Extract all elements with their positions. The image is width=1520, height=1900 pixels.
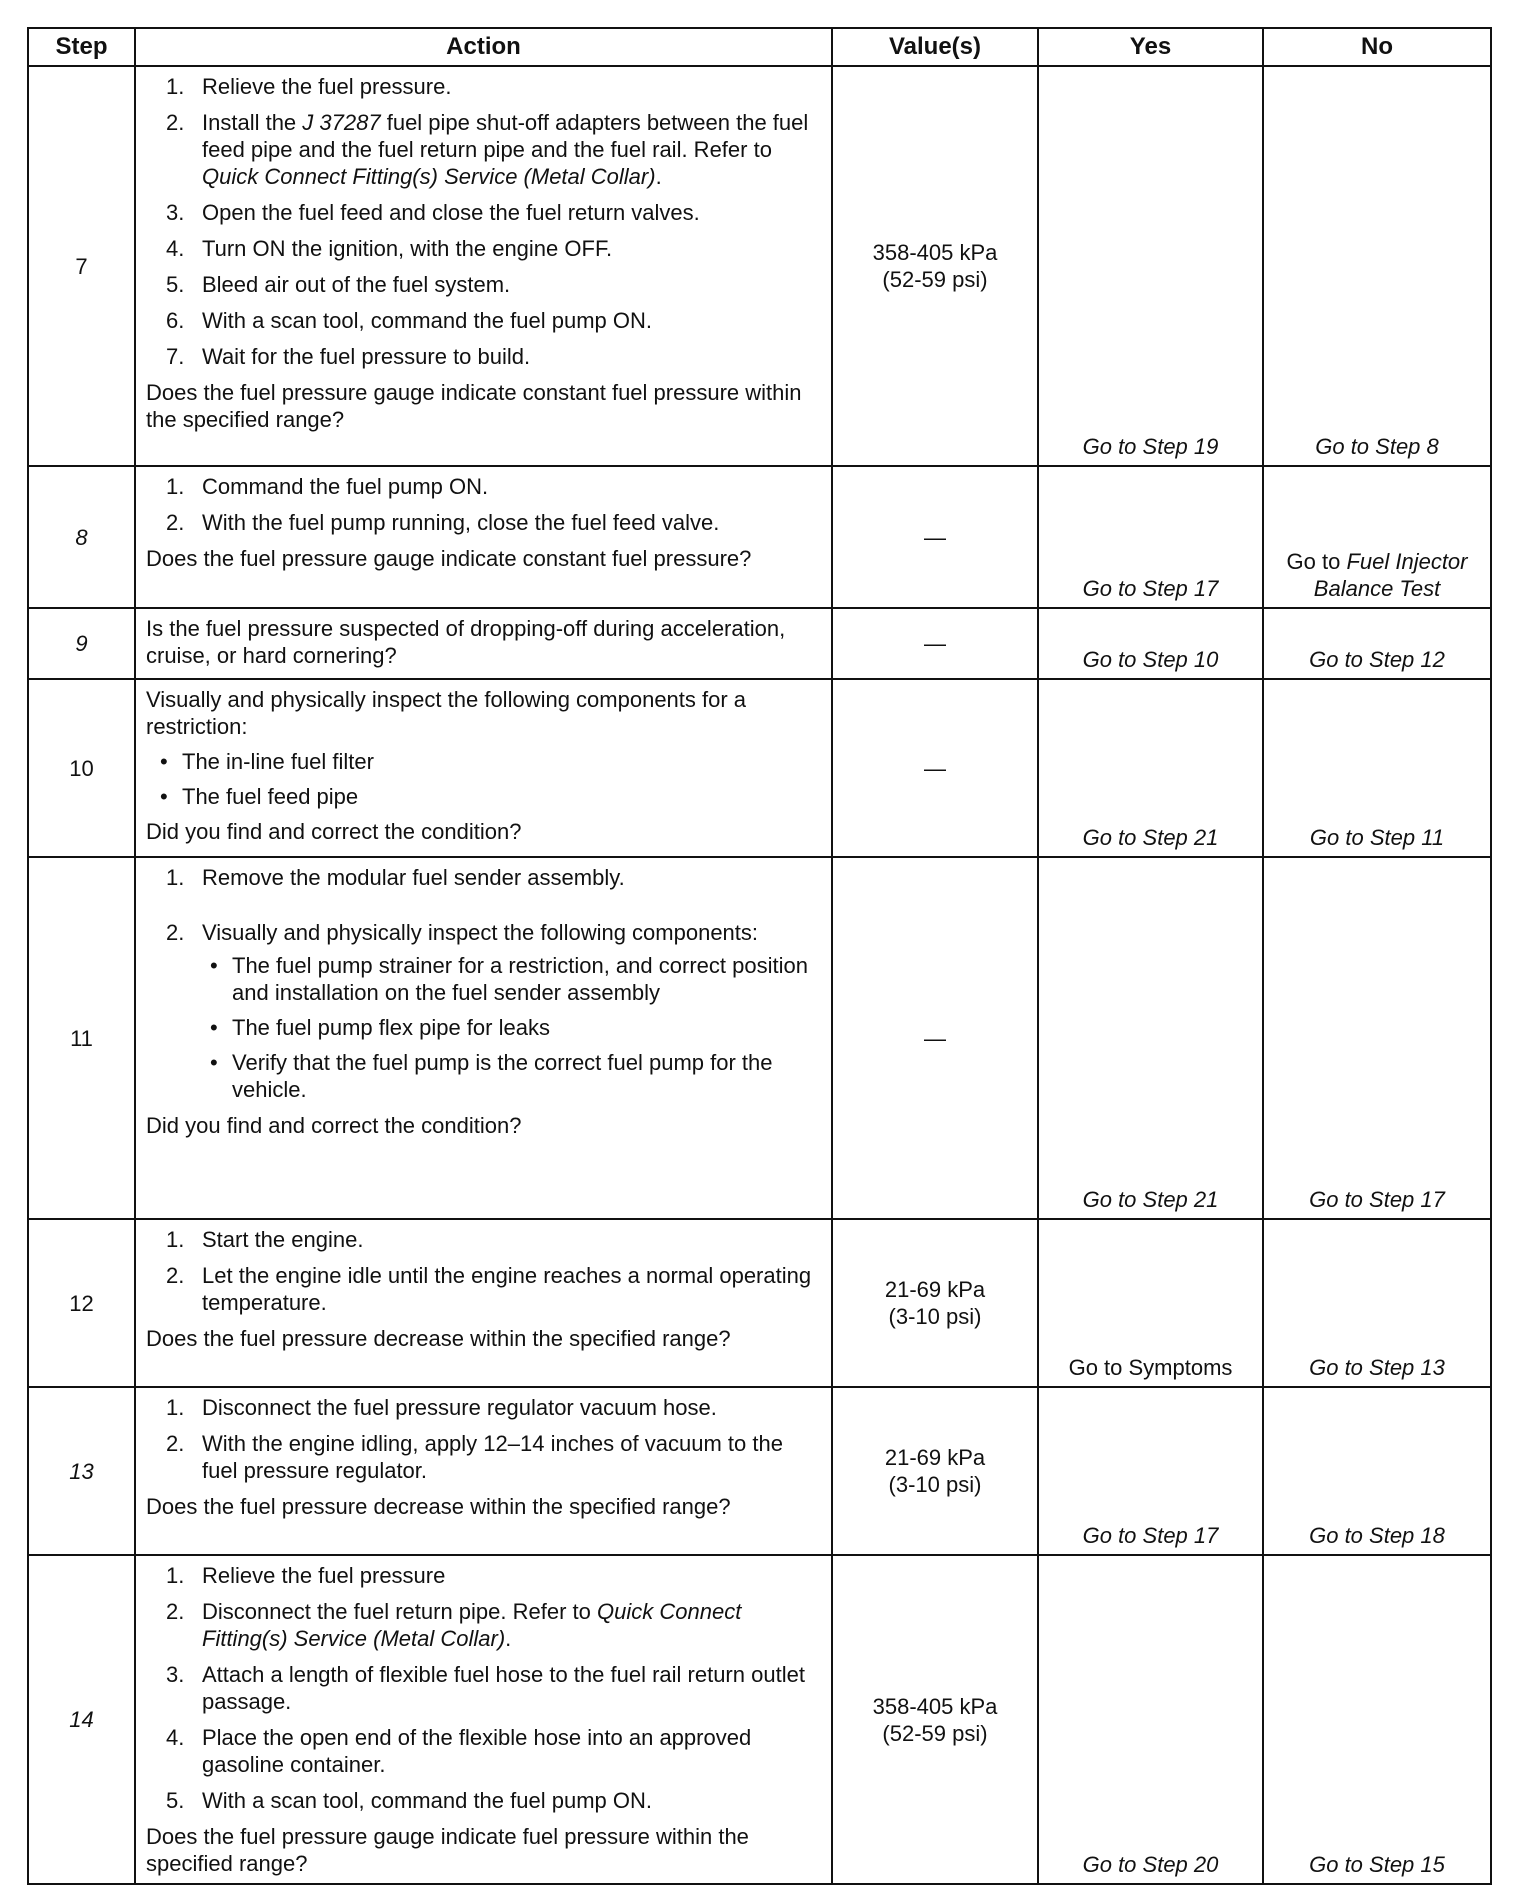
- table-row-step-9: [28, 608, 1491, 679]
- question-text: Does the fuel pressure gauge indicate constant fuel pressure?: [146, 546, 752, 571]
- bullet-item: • The fuel pump flex pipe for leaks: [202, 1014, 821, 1041]
- yes-link-step-21[interactable]: Go to Step 21: [1038, 679, 1263, 857]
- question-text: Does the fuel pressure decrease within the specified range?: [146, 1326, 731, 1351]
- action-cell: [135, 857, 832, 1219]
- action-cell: [135, 1387, 832, 1555]
- question-text: Is the fuel pressure suspected of dropping-off during acceleration, cruise, or hard cornering?: [146, 616, 786, 668]
- step-number: 9: [28, 608, 135, 679]
- no-link-step-8[interactable]: Go to Step 8: [1263, 66, 1491, 466]
- table-row-step-13: [28, 1387, 1491, 1555]
- action-item: 7. Wait for the fuel pressure to build.: [166, 344, 531, 369]
- action-item: 1. Remove the modular fuel sender assembly.: [166, 865, 625, 890]
- table-row-step-11: [28, 857, 1491, 1219]
- no-link-step-11[interactable]: Go to Step 11: [1263, 679, 1491, 857]
- action-item: 4. Turn ON the ignition, with the engine OFF.: [166, 236, 613, 261]
- bullet-item: • The fuel feed pipe: [146, 783, 821, 810]
- yes-link-step-17[interactable]: Go to Step 17: [1038, 466, 1263, 608]
- step-number: 10: [28, 679, 135, 857]
- action-item: 5. With a scan tool, command the fuel pump ON.: [166, 1788, 652, 1813]
- action-item: 1. Start the engine.: [166, 1227, 364, 1252]
- value-cell: 21-69 kPa (3-10 psi): [832, 1219, 1038, 1387]
- value-cell: —: [832, 679, 1038, 857]
- question-text: Does the fuel pressure decrease within the specified range?: [146, 1494, 731, 1519]
- step-number: 12: [28, 1219, 135, 1387]
- step-number: 11: [28, 857, 135, 1219]
- value-cell: —: [832, 857, 1038, 1219]
- action-intro: Visually and physically inspect the following components for a restriction:: [146, 687, 747, 739]
- action-item: 3. Open the fuel feed and close the fuel return valves.: [166, 200, 700, 225]
- action-item: 5. Bleed air out of the fuel system.: [166, 272, 511, 297]
- action-item: 2. Install the J 37287 fuel pipe shut-off adapters between the fuel feed pipe and the fuel return pipe and the fuel rail. Refer to Quick Connect Fitting(s) Service (Metal Collar).: [166, 110, 809, 189]
- bullet-item: • Verify that the fuel pump is the correct fuel pump for the vehicle.: [202, 1049, 821, 1103]
- diagnostic-table: [27, 27, 1492, 1885]
- value-cell: 358-405 kPa (52-59 psi): [832, 66, 1038, 466]
- action-item: 2. With the engine idling, apply 12–14 inches of vacuum to the fuel pressure regulator.: [166, 1431, 783, 1483]
- value-cell: —: [832, 608, 1038, 679]
- bullet-item: • The in-line fuel filter: [146, 748, 821, 775]
- header-row: [28, 28, 1491, 66]
- action-item: 1. Command the fuel pump ON.: [166, 474, 489, 499]
- header-step: Step: [28, 28, 135, 66]
- bullet-item: • The fuel pump strainer for a restriction, and correct position and installation on the fuel sender assembly: [202, 952, 821, 1006]
- no-link-step-12[interactable]: Go to Step 12: [1263, 608, 1491, 679]
- action-cell: [135, 1219, 832, 1387]
- step-number: 8: [28, 466, 135, 608]
- action-item: 2. Visually and physically inspect the following components: • The fuel pump strainer for a restriction, and correct position and installation on the fuel sender assembly • The fuel pump flex pipe for leaks • Verify that the fuel pump is the correct fuel pump for the vehicle.: [146, 919, 821, 1103]
- yes-link-symptoms[interactable]: Go to Symptoms: [1038, 1219, 1263, 1387]
- action-item: 6. With a scan tool, command the fuel pump ON.: [166, 308, 652, 333]
- table-row-step-10: [28, 679, 1491, 857]
- step-number: 14: [28, 1555, 135, 1884]
- action-item: 3. Attach a length of flexible fuel hose to the fuel rail return outlet passage.: [166, 1662, 805, 1714]
- value-cell: —: [832, 466, 1038, 608]
- question-text: Does the fuel pressure gauge indicate constant fuel pressure within the specified range?: [146, 380, 802, 432]
- table-row-step-8: [28, 466, 1491, 608]
- value-cell: 358-405 kPa (52-59 psi): [832, 1555, 1038, 1884]
- header-yes: Yes: [1038, 28, 1263, 66]
- action-cell: [135, 466, 832, 608]
- table-row-step-14: [28, 1555, 1491, 1884]
- question-text: Did you find and correct the condition?: [146, 1113, 522, 1138]
- yes-link-step-19[interactable]: Go to Step 19: [1038, 66, 1263, 466]
- action-cell: [135, 679, 832, 857]
- question-text: Does the fuel pressure gauge indicate fuel pressure within the specified range?: [146, 1824, 749, 1876]
- action-item: 1. Relieve the fuel pressure.: [166, 74, 452, 99]
- action-item: 1. Relieve the fuel pressure: [166, 1563, 446, 1588]
- action-cell: [135, 66, 832, 466]
- service-reference-link[interactable]: Quick Connect Fitting(s) Service (Metal Collar): [202, 164, 656, 189]
- yes-link-step-21[interactable]: Go to Step 21: [1038, 857, 1263, 1219]
- no-link-step-13[interactable]: Go to Step 13: [1263, 1219, 1491, 1387]
- header-action: Action: [135, 28, 832, 66]
- yes-link-step-10[interactable]: Go to Step 10: [1038, 608, 1263, 679]
- action-cell: [135, 1555, 832, 1884]
- header-values: Value(s): [832, 28, 1038, 66]
- value-cell: 21-69 kPa (3-10 psi): [832, 1387, 1038, 1555]
- table-row-step-12: [28, 1219, 1491, 1387]
- step-number: 13: [28, 1387, 135, 1555]
- action-item: 2. With the fuel pump running, close the fuel feed valve.: [166, 510, 720, 535]
- action-cell: [135, 608, 832, 679]
- service-reference-link[interactable]: Quick Connect Fitting(s) Service (Metal Collar): [202, 1599, 742, 1651]
- yes-link-step-20[interactable]: Go to Step 20: [1038, 1555, 1263, 1884]
- no-link-step-17[interactable]: Go to Step 17: [1263, 857, 1491, 1219]
- yes-link-step-17[interactable]: Go to Step 17: [1038, 1387, 1263, 1555]
- action-item: 1. Disconnect the fuel pressure regulator vacuum hose.: [166, 1395, 717, 1420]
- table-row-step-7: [28, 66, 1491, 466]
- action-item: 2. Disconnect the fuel return pipe. Refer to Quick Connect Fitting(s) Service (Metal Collar).: [166, 1599, 742, 1651]
- tool-reference: J 37287: [302, 110, 381, 135]
- no-link-step-18[interactable]: Go to Step 18: [1263, 1387, 1491, 1555]
- step-number: 7: [28, 66, 135, 466]
- no-link-injector-balance-test[interactable]: Go to Fuel Injector Balance Test: [1263, 466, 1491, 608]
- no-link-step-15[interactable]: Go to Step 15: [1263, 1555, 1491, 1884]
- question-text: Did you find and correct the condition?: [146, 819, 522, 844]
- header-no: No: [1263, 28, 1491, 66]
- action-item: 2. Let the engine idle until the engine reaches a normal operating temperature.: [166, 1263, 812, 1315]
- action-item: 4. Place the open end of the flexible hose into an approved gasoline container.: [166, 1725, 752, 1777]
- diagnostic-table-page: [27, 27, 1490, 1885]
